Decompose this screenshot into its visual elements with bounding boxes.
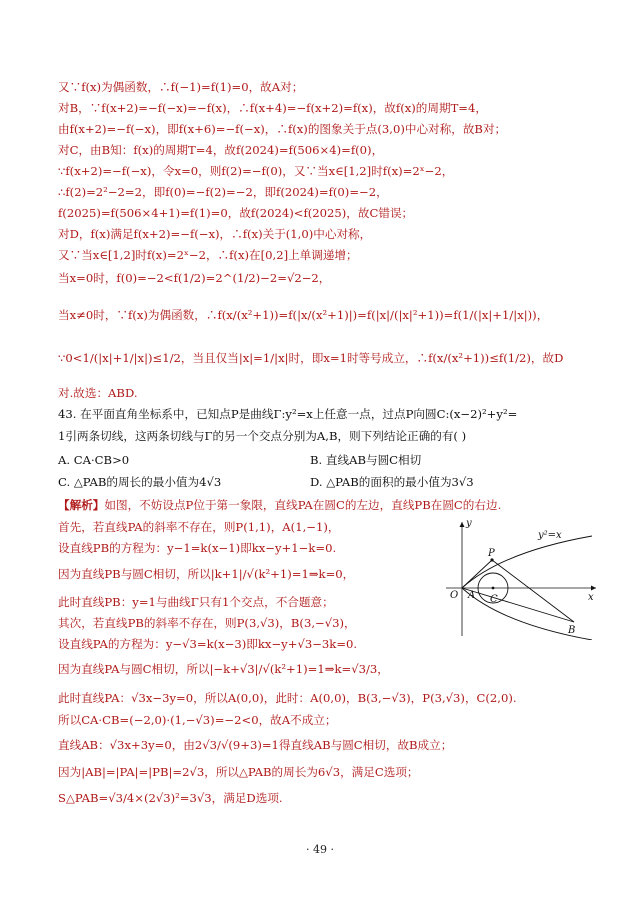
analysis-line: 所以CA·CB=(−2,0)·(1,−√3)=−2<0，故A不成立； bbox=[58, 713, 337, 727]
line-pb bbox=[492, 560, 574, 622]
solution-line: ∵0<1/(|x|+1/|x|)≤1/2，当且仅当|x|=1/|x|时，即x=1时等号成立，∴f(x/(x²+1))≤f(1/2)，故D bbox=[58, 351, 564, 365]
solution-line: 又∵当x∈[1,2]时f(x)=2ˣ−2，∴f(x)在[0,2]上单调递增； bbox=[58, 248, 358, 262]
option-d: D. △PAB的面积的最小值为3√3 bbox=[310, 475, 474, 489]
option-c: C. △PAB的周长的最小值为4√3 bbox=[58, 475, 222, 489]
y-axis-arrow-icon bbox=[460, 522, 465, 527]
analysis-line: 此时直线PA：√3x−3y=0，所以A(0,0)，此时：A(0,0)，B(3,−√3)，P(3,√3)，C(2,0). bbox=[58, 691, 517, 705]
analysis-line: 首先，若直线PA的斜率不存在，则P(1,1)，A(1,−1)， bbox=[58, 520, 340, 534]
analysis-line: 设直线PA的方程为：y−√3=k(x−3)即kx−y+√3−3k=0. bbox=[58, 637, 358, 651]
line-ab bbox=[462, 588, 574, 622]
solution-line: 对C，由B知：f(x)的周期T=4，故f(2024)=f(506×4)=f(0)， bbox=[58, 143, 384, 157]
curve-label: y²=x bbox=[538, 530, 562, 541]
solution-line: 又∵f(x)为偶函数，∴f(−1)=f(1)=0，故A对； bbox=[58, 80, 304, 94]
analysis-line: 因为|AB|=|PA|=|PB|=2√3，所以△PAB的周长为6√3，满足C选项； bbox=[58, 765, 419, 779]
x-axis-arrow-icon bbox=[591, 586, 596, 591]
label-c: C bbox=[490, 594, 498, 605]
solution-line: 当x≠0时，∵f(x)为偶函数，∴f(x/(x²+1))=f(|x/(x²+1)|)=f(|x|/(|x|²+1))=f(1/(|x|+1/|x|))， bbox=[58, 308, 549, 322]
analysis-line: 设直线PB的方程为：y−1=k(x−1)即kx−y+1−k=0. bbox=[58, 541, 337, 555]
x-axis-label: x bbox=[588, 592, 594, 603]
analysis-line: 此时直线PB：y=1与曲线Γ只有1个交点，不合题意； bbox=[58, 595, 334, 609]
origin-label: O bbox=[450, 590, 459, 601]
solution-line: 对D，f(x)满足f(x+2)=−f(−x)，∴f(x)关于(1,0)中心对称， bbox=[58, 227, 372, 241]
question-text: 在平面直角坐标系中，已知点P是曲线Γ:y²=x上任意一点，过点P向圆C:(x−2)²+y²= bbox=[80, 407, 518, 421]
analysis-line: 其次，若直线PB的斜率不存在，则P(3,√3)，B(3,−√3)， bbox=[58, 616, 356, 630]
analysis-line: 直线AB：√3x+3y=0，由2√3/√(9+3)=1得直线AB与圆C相切，故B成立； bbox=[58, 738, 453, 752]
analysis-line: 因为直线PB与圆C相切，所以|k+1|/√(k²+1)=1⇒k=0， bbox=[58, 567, 355, 581]
analysis-first-line: 如图，不妨设点P位于第一象限，直线PA在圆C的左边，直线PB在圆C的右边. bbox=[104, 498, 502, 512]
solution-line: ∴f(2)=2²−2=2，即f(0)=−f(2)=−2，即f(2024)=f(0)=−2， bbox=[58, 185, 388, 199]
analysis-tag: 【解析】 bbox=[58, 498, 105, 512]
question-number: 43. bbox=[58, 407, 77, 421]
y-axis-label: y bbox=[466, 518, 472, 529]
geometry-figure bbox=[442, 518, 600, 640]
point-c bbox=[492, 587, 495, 590]
analysis-line: S△PAB=√3/4×(2√3)²=3√3，满足D选项. bbox=[58, 791, 283, 805]
analysis-intro bbox=[58, 497, 598, 513]
analysis-line: 因为直线PA与圆C相切，所以|−k+√3|/√(k²+1)=1⇒k=√3/3， bbox=[58, 662, 389, 676]
label-a: A bbox=[468, 590, 476, 601]
solution-line: 当x=0时，f(0)=−2<f(1/2)=2^(1/2)−2=√2−2， bbox=[58, 271, 331, 285]
solution-line: f(2025)=f(506×4+1)=f(1)=0，故f(2024)<f(2025)，故C错误； bbox=[58, 206, 414, 220]
page-number: · 49 · bbox=[306, 843, 334, 856]
option-a: A. CA·CB>0 bbox=[58, 453, 130, 467]
solution-line: ∵f(x+2)=−f(−x)，令x=0，则f(2)=−f(0)，又∵当x∈[1,2]时f(x)=2ˣ−2， bbox=[58, 164, 454, 178]
option-b: B. 直线AB与圆C相切 bbox=[310, 453, 422, 467]
solution-line: 由f(x+2)=−f(−x)，即f(x+6)=−f(−x)，∴f(x)的图象关于点(3,0)中心对称，故B对； bbox=[58, 122, 507, 136]
solution-line: 对B，∵f(x+2)=−f(−x)=−f(x)，∴f(x+4)=−f(x+2)=f(x)，故f(x)的周期T=4， bbox=[58, 101, 487, 115]
question-line bbox=[58, 406, 598, 422]
question-line: 1引两条切线，这两条切线与Γ的另一个交点分别为A,B，则下列结论正确的有( ) bbox=[58, 429, 467, 443]
label-b: B bbox=[568, 625, 576, 636]
label-p: P bbox=[488, 548, 495, 559]
solution-line: 对.故选：ABD. bbox=[58, 386, 138, 400]
